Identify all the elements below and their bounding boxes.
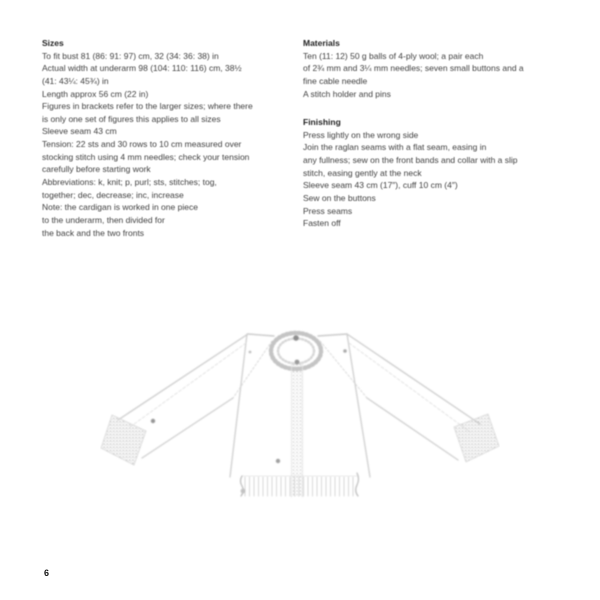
right-raglan-mark (343, 349, 347, 353)
hem-right-end (356, 473, 359, 496)
left-column-heading: Sizes (42, 38, 64, 48)
text-line: Sew on the buttons (303, 193, 376, 204)
left-sleeve-seam (130, 343, 246, 427)
text-line: of 2¾ mm and 3¼ mm needles; seven small buttons and a (303, 63, 524, 74)
text-line: Join the raglan seams with a flat seam, easing in (303, 142, 487, 153)
hem-rib-lines (245, 477, 353, 496)
front-band (292, 362, 303, 497)
text-line: Press seams (303, 205, 353, 216)
left-sleeve-bottom (142, 398, 233, 458)
left-sleeve-button (151, 419, 155, 423)
text-line: fine cable needle (303, 75, 368, 86)
text-line: A stitch holder and pins (303, 88, 391, 99)
text-line: Tension: 22 sts and 30 rows to 10 cm measured over (42, 139, 242, 150)
text-line: Actual width at underarm 98 (104: 110: 116) cm, 38½ (42, 63, 242, 74)
right-sleeve-seam (349, 343, 470, 432)
text-line: to the underarm, then divided for (42, 214, 165, 225)
text-line: Sleeve seam 43 cm (42, 126, 117, 137)
right-cuff (454, 414, 499, 462)
left-raglan-mark (249, 351, 252, 354)
materials-section (303, 37, 555, 100)
text-line: Ten (11: 12) 50 g balls of 4-ply wool; a pair each (303, 50, 484, 61)
left-column (42, 37, 292, 239)
band-top-button (295, 360, 300, 365)
page-number: 6 (44, 568, 50, 578)
text-line: Fasten off (303, 218, 341, 229)
text-line: together; dec, decrease; inc, increase (42, 189, 184, 200)
text-line: (41: 43¼: 45¾) in (42, 75, 109, 86)
right-sleeve-bottom (367, 398, 458, 460)
text-line: the back and the two fronts (42, 227, 145, 238)
text-line: stitch, easing gently at the neck (303, 167, 422, 178)
right-sleeve-top (347, 334, 480, 424)
text-line: is only one set of figures this applies to all sizes (42, 113, 221, 124)
neck-button (293, 335, 299, 341)
text-line: Press lightly on the wrong side (303, 129, 419, 140)
body-left-edge (230, 334, 247, 477)
finishing-heading: Finishing (303, 117, 341, 128)
right-column (303, 37, 555, 230)
text-line: Abbreviations: k, knit; p, purl; sts, stitches; tog, (42, 177, 217, 188)
text-line: Figures in brackets refer to the larger sizes; where there (42, 101, 253, 112)
text-line: any fullness; sew on the front bands and collar with a slip (303, 155, 518, 166)
finishing-section (303, 116, 555, 230)
materials-heading: Materials (303, 38, 340, 48)
hem-end-knot (241, 489, 246, 494)
text-line: Length approx 56 cm (22 in) (42, 88, 149, 99)
left-sleeve-top (118, 334, 248, 420)
text-line: Note: the cardigan is worked in one piece (42, 202, 198, 213)
collar-inner-edge (278, 339, 314, 364)
text-line: stocking stitch using 4 mm needles; check your tension (42, 151, 250, 162)
text-line: To fit bust 81 (86: 91: 97) cm, 32 (34: 36: 38) in (42, 50, 219, 61)
text-line: Sleeve seam 43 cm (17″), cuff 10 cm (4″) (303, 180, 458, 191)
raglan-seam-left (233, 341, 272, 398)
left-cuff (101, 415, 146, 465)
band-mid-button (276, 459, 280, 463)
text-line: carefully before starting work (42, 164, 151, 175)
raglan-seam-right (320, 341, 367, 398)
cardigan-illustration (100, 315, 500, 510)
